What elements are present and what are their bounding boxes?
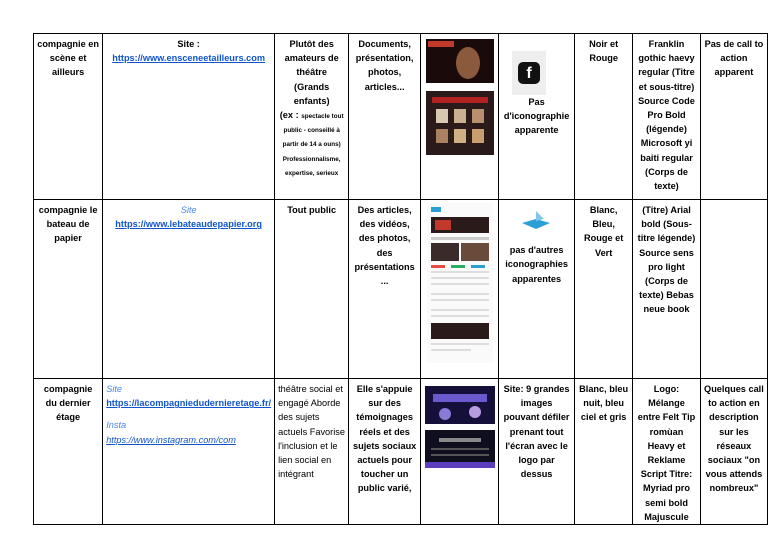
site-screenshot-thumbnails [425,382,495,472]
colors-cell: Blanc, Bleu, Rouge et Vert [575,200,633,379]
boat-logo-icon [504,203,570,239]
site-label: Site : [177,39,200,49]
content-cell: Documents, présentation, photos, articles... [349,34,421,200]
iconography-text: pas d'autres iconographies apparentes [505,245,568,284]
table-row [34,379,768,525]
cta-cell [700,200,767,379]
fonts-cell: Logo: Mélange entre Felt Tip romùan Heavy et Reklame Script Titre: Myriad pro semi bold Majuscule [633,379,701,525]
screenshot-cell [421,34,499,200]
table-row [34,200,768,379]
audience-cell [275,34,349,200]
cta-cell: Pas de call to action apparent [700,34,767,200]
site-label: Site [106,384,123,394]
fonts-cell: (Titre) Arial bold (Sous-titre légende) Source sens pro light (Corps de texte) Bebas neue book [633,200,701,379]
site-link[interactable]: https://www.lebateaudepapier.org [115,219,262,230]
table-row [34,34,768,200]
site-cell [103,34,275,200]
company-cell: compagnie en scène et ailleurs [34,34,103,200]
fonts-cell: Franklin gothic haevy regular (Titre et sous-titre) Source Code Pro Bold (légende) Microsoft yi baiti regular (Corps de texte) [633,34,701,200]
site-screenshot-thumbnail [427,203,493,363]
content-cell: Des articles, des vidéos, des photos, des présentations ... [349,200,421,379]
site-screenshot-thumbnails [426,37,494,157]
company-cell: compagnie le bateau de papier [34,200,103,379]
colors-cell: Noir et Rouge [575,34,633,200]
site-label: Site [180,205,197,215]
comparison-table [33,33,768,525]
site-cell [103,200,275,379]
company-cell: compagnie du dernier étage [34,379,103,525]
audience-example-label: (ex : [279,110,299,121]
facebook-icon-box [512,51,546,95]
audience-text: Plutôt des amateurs de théâtre (Grands enfants) [284,39,339,106]
site-link[interactable]: https://lacompagniedudernieretage.fr/ [106,398,272,409]
cta-cell: Quelques call to action en description sur les réseaux sociaux "on vous attends nombreux" [700,379,767,525]
audience-details: spectacle tout public - conseillé à partir de 14 a ouns) Professionnalisme, expertise, serieux [282,113,344,177]
site-cell [103,379,275,525]
iconography-cell [499,200,575,379]
audience-cell: Tout public [275,200,349,379]
screenshot-cell [421,379,499,525]
screenshot-cell [421,200,499,379]
audience-cell: théâtre social et engagé Aborde des sujets actuels Favorise l'inclusion et le lien social en intégrant [275,379,349,525]
site-link[interactable]: https://www.ensceneetailleurs.com [112,53,266,64]
spacer [106,410,271,418]
insta-label: Insta [106,420,127,431]
iconography-cell: Site: 9 grandes images pouvant défiler prenant tout l'écran avec le logo par dessus [499,379,575,525]
insta-link[interactable]: https://www.instagram.com/com [106,434,236,445]
iconography-text: Pas d'iconographie apparente [503,97,570,136]
iconography-cell [499,34,575,200]
colors-cell: Blanc, bleu nuit, bleu ciel et gris [575,379,633,525]
facebook-icon: f [518,62,540,84]
content-cell: Elle s'appuie sur des témoignages réels et des sujets sociaux actuels pour toucher un public varié, [349,379,421,525]
